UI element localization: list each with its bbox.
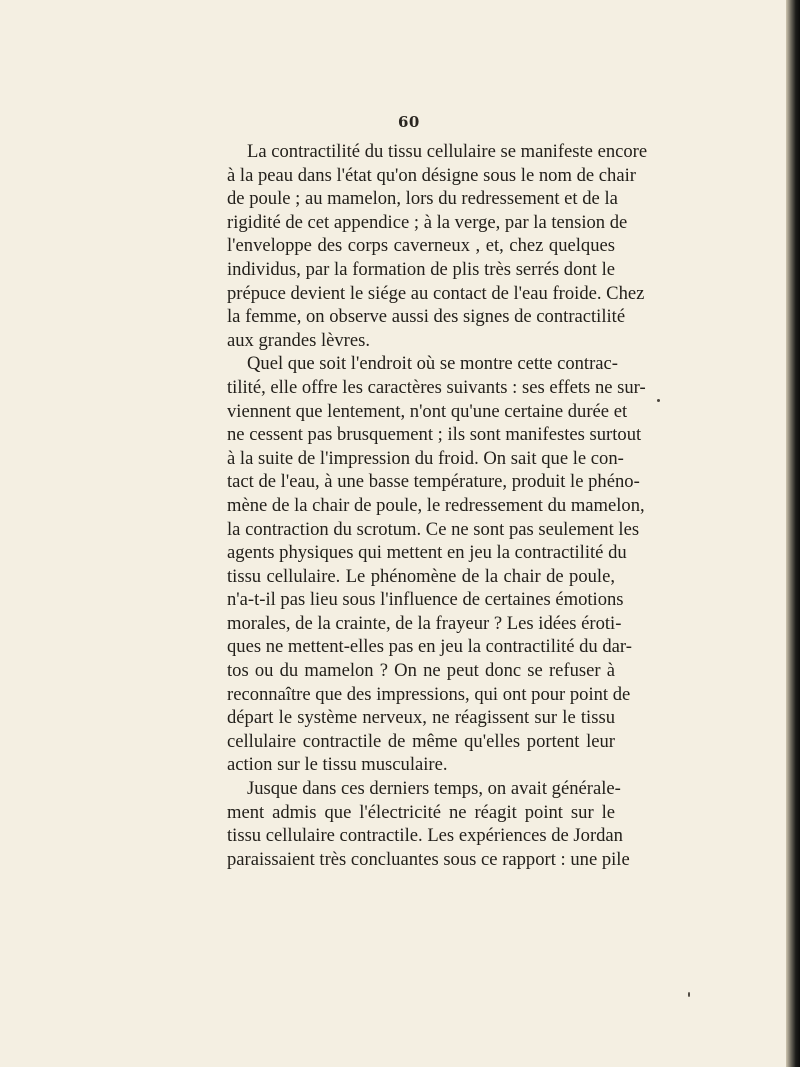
page-number: 60 [398, 113, 420, 131]
text-line: départ le système nerveux, ne réagissent sur le tissu [227, 707, 615, 729]
binding-edge-shadow [786, 0, 800, 1067]
text-line: agents physiques qui mettent en jeu la contractilité du [227, 542, 627, 564]
body-text [227, 140, 648, 871]
text-line: viennent que lentement, n'ont qu'une certaine durée et [227, 400, 628, 422]
text-line: morales, de la crainte, de la frayeur ? Les idées éroti- [227, 612, 622, 634]
text-line: prépuce devient le siége au contact de l'eau froide. Chez [227, 282, 645, 304]
text-line: tact de l'eau, à une basse température, produit le phéno- [227, 471, 640, 493]
paper-speck [657, 399, 660, 402]
text-line: à la suite de l'impression du froid. On sait que le con- [227, 447, 624, 469]
text-line: aux grandes lèvres. [227, 329, 371, 351]
text-line: ne cessent pas brusquement ; ils sont manifestes surtout [227, 424, 642, 446]
text-line: ment admis que l'électricité ne réagit point sur le [227, 801, 615, 823]
text-line: paraissaient très concluantes sous ce rapport : une pile [227, 848, 630, 870]
text-line: tissu cellulaire contractile. Les expériences de Jordan [227, 825, 623, 847]
text-line: n'a-t-il pas lieu sous l'influence de certaines émotions [227, 589, 624, 611]
text-line: action sur le tissu musculaire. [227, 754, 448, 776]
text-line: tos ou du mamelon ? On ne peut donc se refuser à [227, 660, 615, 682]
text-line: tissu cellulaire. Le phénomène de la chair de poule, [227, 565, 615, 587]
text-line: Jusque dans ces derniers temps, on avait générale- [247, 778, 621, 800]
text-line: individus, par la formation de plis très serrés dont le [227, 258, 615, 280]
text-line: reconnaître que des impressions, qui ont pour point de [227, 683, 631, 705]
text-line: cellulaire contractile de même qu'elles portent leur [227, 730, 615, 752]
text-line: ques ne mettent-elles pas en jeu la contractilité du dar- [227, 636, 632, 658]
text-line: l'enveloppe des corps caverneux , et, chez quelques [227, 235, 615, 257]
text-line: tilité, elle offre les caractères suivants : ses effets ne sur- [227, 376, 646, 398]
text-line: de poule ; au mamelon, lors du redressement et de la [227, 188, 618, 210]
text-line: à la peau dans l'état qu'on désigne sous le nom de chair [227, 164, 636, 186]
text-line: Quel que soit l'endroit où se montre cette contrac- [247, 353, 618, 375]
paper-speck [688, 992, 690, 997]
text-line: la contraction du scrotum. Ce ne sont pas seulement les [227, 518, 640, 540]
text-line: la femme, on observe aussi des signes de contractilité [227, 306, 626, 328]
text-line: mène de la chair de poule, le redressement du mamelon, [227, 494, 645, 516]
text-line: rigidité de cet appendice ; à la verge, par la tension de [227, 211, 628, 233]
text-line: La contractilité du tissu cellulaire se manifeste encore [247, 141, 648, 162]
